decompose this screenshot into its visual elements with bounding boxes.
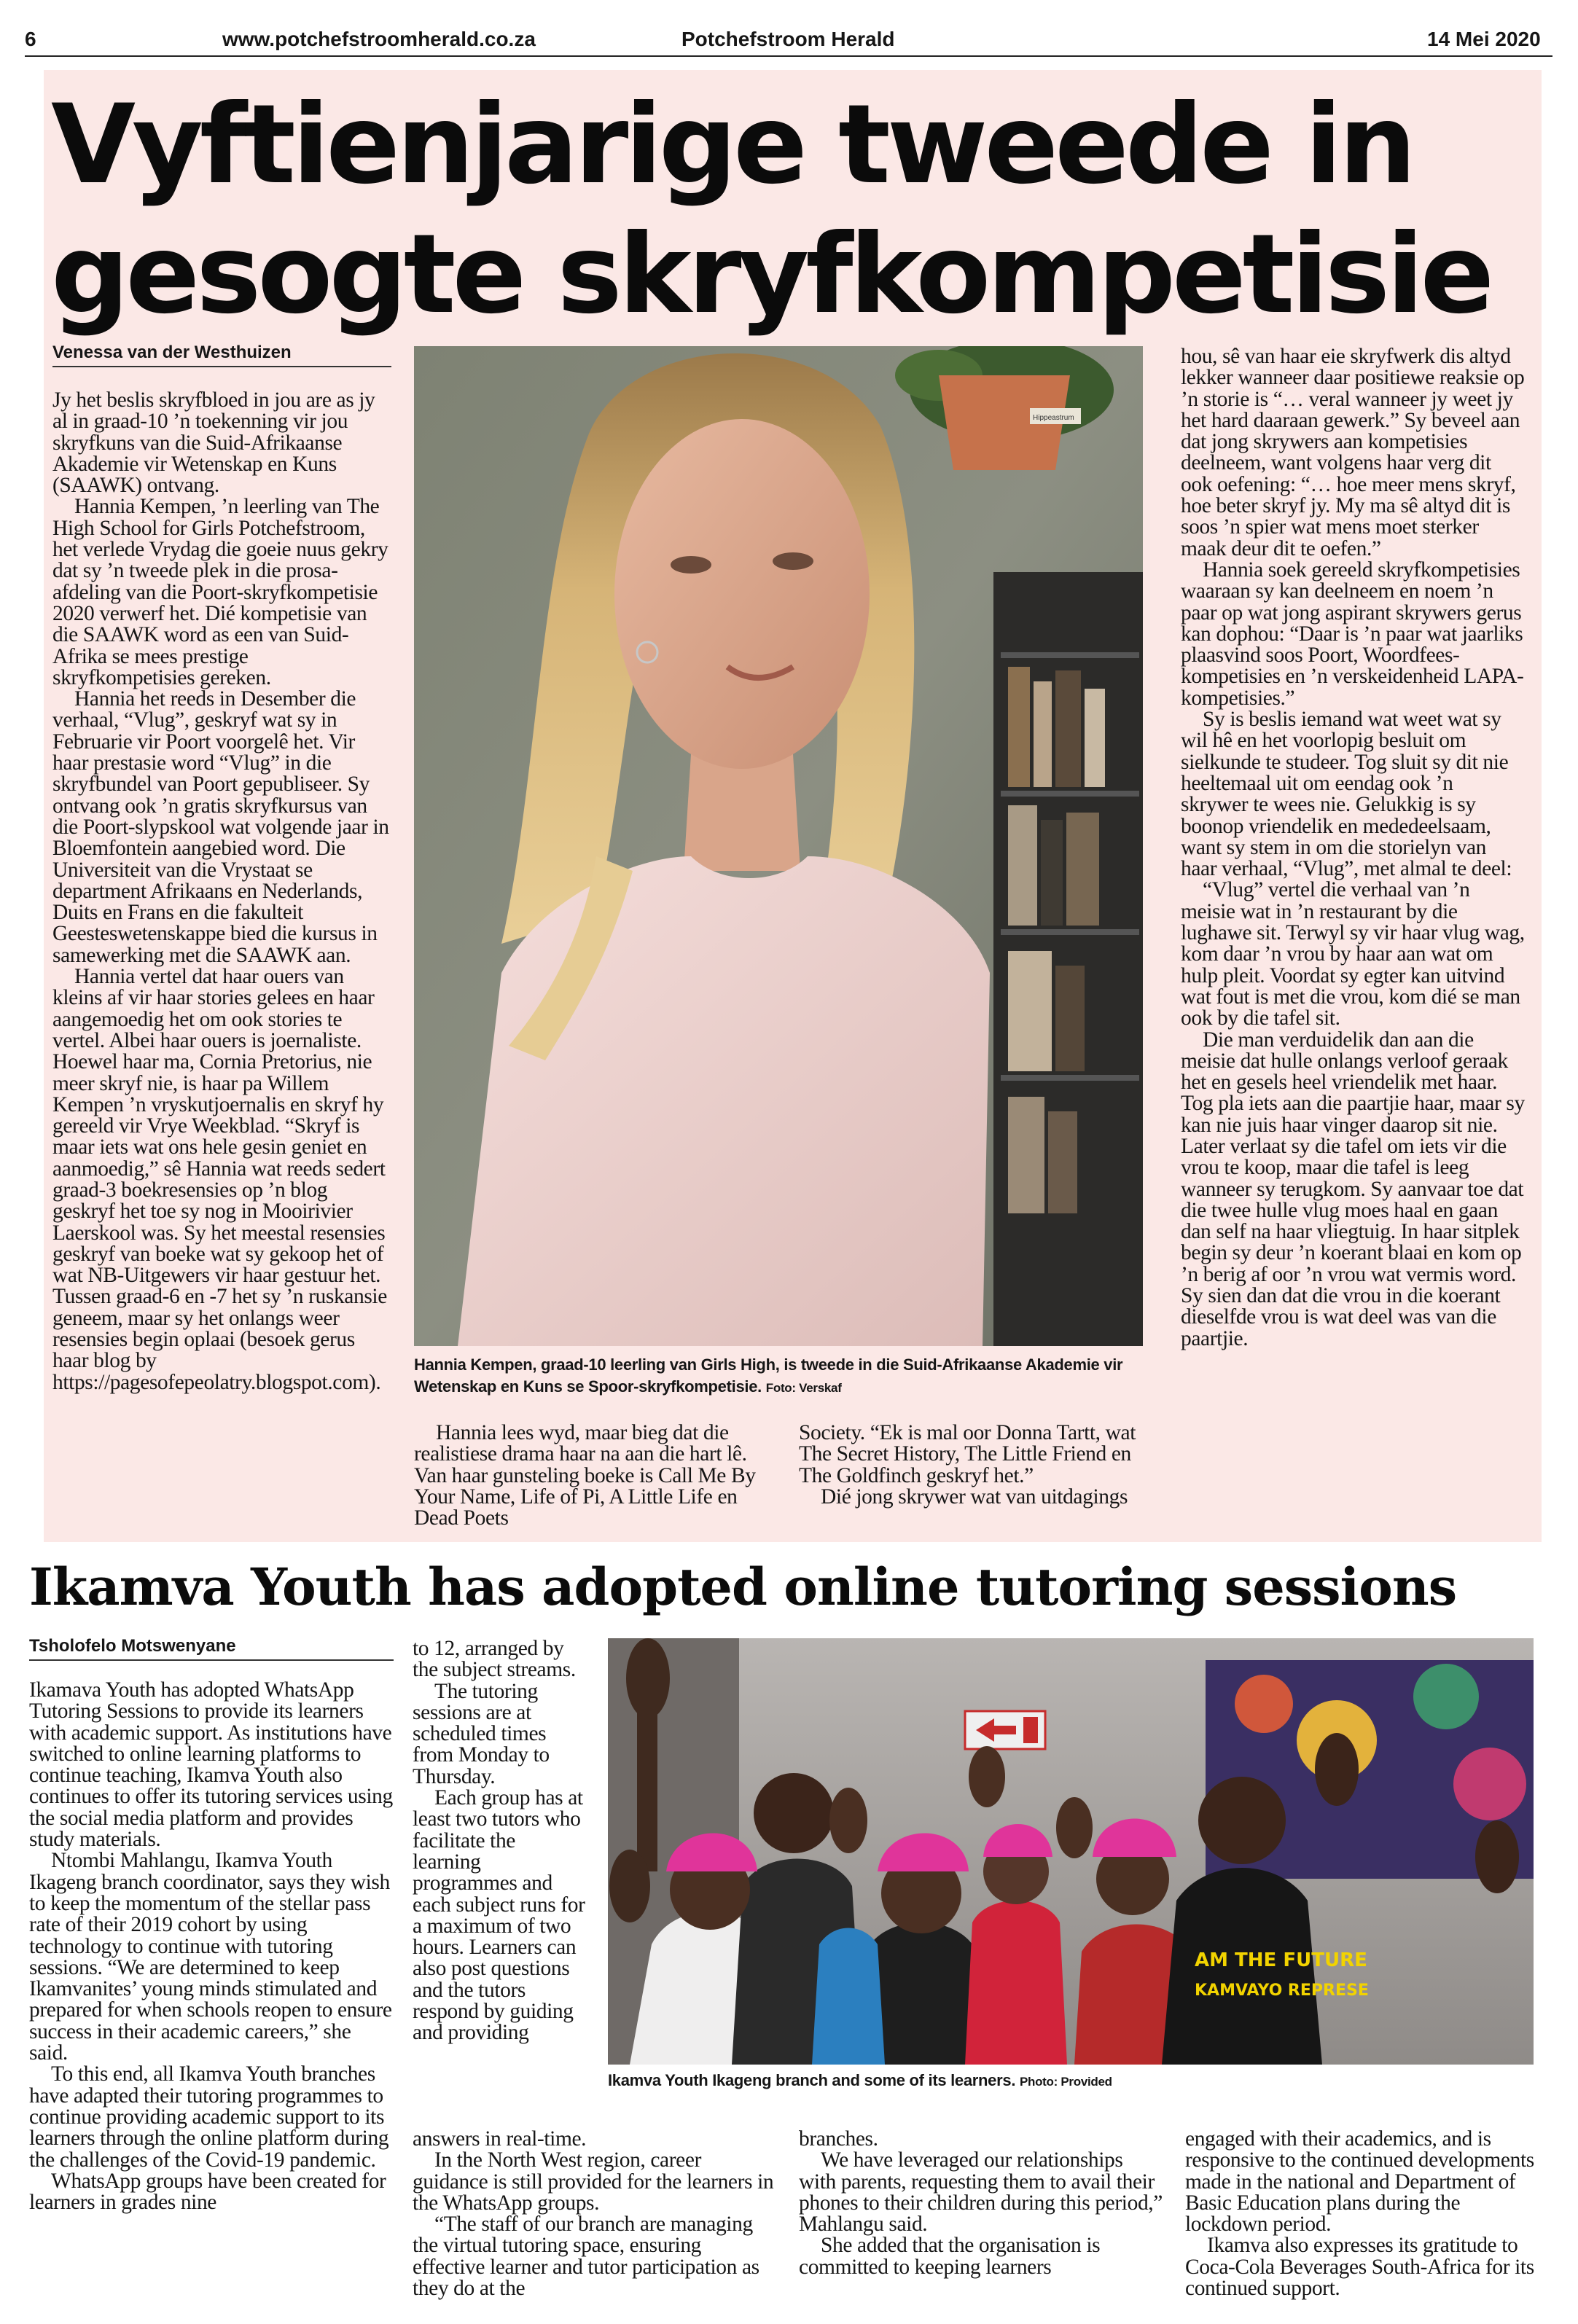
header-rule (25, 55, 1552, 57)
article2-column-4 (1185, 2129, 1542, 2299)
article1-column-3 (799, 1423, 1147, 1508)
article1-headline (51, 80, 1531, 340)
paragraph: “Vlug” vertel die verhaal van ’n meisie wat in ’n restaurant by die lughawe sit. Terwyl sy vir haar vlug wag, kom daar ’n vrou by haar aan wat om hulp pleit. Voordat sy egter kan uitvind wat fout is met die vrou, kom dié se man ook by die tafel sit. (1181, 878, 1525, 1030)
paragraph: to 12, arranged by the subject streams. (413, 1637, 576, 1682)
article2-column-2 (413, 2129, 777, 2299)
paragraph: Hannia Kempen, ’n leerling van The High School for Girls Potchefstroom, het verlede Vrydag die goeie nuus gekry dat sy ’n tweede plek in die prosa-afdeling van die Poort-skryfkompetisie 2020 verwerf het. Dié kompetisie van die SAAWK word as een van Suid-Afrika se mees prestige skryfkompetisies gereken. (52, 495, 388, 689)
paragraph: We have leveraged our relationships with parents, requesting them to avail their phones to their children during this period,” Mahlangu said. (799, 2148, 1163, 2237)
plant-label-text: Hippeastrum (1033, 414, 1074, 422)
article2-byline: Tsholofelo Motswenyane (29, 1636, 394, 1661)
article2-photo (608, 1638, 1534, 2065)
headline-line-2: gesogte skryfkompetisie (51, 211, 1491, 338)
group-photo-image (608, 1638, 1534, 2065)
paragraph: engaged with their academics, and is responsive to the continued developments made in the national and Department of Basic Education plans during the lockdown period. (1185, 2127, 1534, 2237)
paragraph: answers in real-time. (413, 2127, 587, 2151)
paragraph: Sy is beslis iemand wat weet wat sy wil hê en het voorlopig besluit om sielkunde te studeer. Tog sluit sy dit nie heeltemaal uit om eendag ook ’n skrywer te wees nie. Gelukkig is sy boonop vriendelik en mededeelsaam, want sy stem in om die storielyn van haar verhaal, “Vlug”, met almal te deel: (1181, 708, 1512, 881)
paragraph: Hannia lees wyd, maar bieg dat die realistiese drama haar na aan die hart lê. Van haar gunsteling boeke is Call Me By Your Name, Life of Pi, A Little Life en Dead Poets (414, 1421, 756, 1530)
portrait-photo-image (414, 346, 1143, 1346)
paragraph: Ntombi Mahlangu, Ikamva Youth Ikageng branch coordinator, says they wish to keep the momentum of the stellar pass rate of their 2019 cohort by using technology to continue with tutoring sessions. “We are determined to keep Ikamvanites’ young minds stimulated and prepared for when schools reopen to ensure success in their academic careers,” she said. (29, 1849, 392, 2065)
paragraph: Ikamva also expresses its gratitude to Coca-Cola Beverages South-Africa for its continued support. (1185, 2234, 1534, 2301)
publication-name: Potchefstroom Herald (681, 28, 895, 50)
article1-photo-caption (414, 1354, 1143, 1399)
caption-text: Hannia Kempen, graad-10 leerling van Girls High, is tweede in die Suid-Afrikaanse Akademie vir Wetenskap en Kuns se Spoor-skryfkompetisie. (414, 1355, 1123, 1396)
shirt-text-1: AM THE FUTURE (1195, 1949, 1367, 1971)
article2-headline: Ikamva Youth has adopted online tutoring sessions (29, 1557, 1457, 1617)
article2-column-2-narrow (413, 1638, 587, 2044)
website-url[interactable]: www.potchefstroomherald.co.za (222, 28, 536, 50)
paragraph: To this end, all Ikamva Youth branches have adapted their tutoring programmes to continue providing academic support to its learners through the online platform during the challenges of the Covid-19 pandemic. (29, 2062, 389, 2172)
article1-column-1 (52, 390, 391, 1393)
face (614, 419, 870, 769)
paragraph: Ikamava Youth has adopted WhatsApp Tutoring Sessions to provide its learners with academic support. As institutions have switched to online learning platforms to continue teaching, Ikamva Youth also continues to offer its tutoring services using the social media platform and provides study materials. (29, 1678, 393, 1852)
paragraph: She added that the organisation is committed to keeping learners (799, 2234, 1101, 2279)
article1-byline: Venessa van der Westhuizen (52, 343, 391, 367)
photo-credit: Photo: Provided (1019, 2075, 1112, 2089)
paragraph: Die man verduidelik dan aan die meisie dat hulle onlangs verloof geraak het en gesels heel vriendelik met haar. Tog pla iets aan die paartjie haar, maar sy kan nie juis haar vinger daarop sit nie. Later verlaat sy die tafel om iets vir die vrou te koop, maar die tafel is leeg wanneer sy terugkom. Sy aanvaar toe dat die twee hulle vlug moes haal en gaan dan self na haar vliegtuig. In haar sitplek begin sy deur ’n koerant blaai en kom op ’n berig af oor ’n vrou wat vermis word. Sy sien dan dat die vrou in die koerant dieselfde vrou is wat deel was van die paartjie. (1181, 1028, 1525, 1350)
paragraph: Hannia vertel dat haar ouers van kleins af vir haar stories gelees en haar aangemoedig het om ook stories te vertel. Albei haar ouers is joernaliste. Hoewel haar ma, Cornia Pretorius, nie meer skryf nie, is haar pa Willem Kempen ’n vryskutjoernalis en skryf hy gereeld vir Vrye Weekblad. “Skryf is maar iets wat ons hele gesin geniet en aanmoedig,” sê Hannia wat reeds sedert graad-3 boekresensies op ’n blog geskryf het toe sy nog in Mooirivier Laerskool was. Sy het meestal resensies geskryf van boeke wat sy gekoop het of wat NB-Uitgewers vir haar gestuur het. Tussen graad-6 en -7 het sy ’n ruskansie geneem, maar sy het onlangs weer resensies begin oplaai (besoek gerus haar blog by https://pagesofepeolatry.blogspot.com). (52, 965, 387, 1394)
paragraph: hou, sê van haar eie skryfwerk dis altyd lekker wanneer daar positiewe reaksie op ’n storie is “… veral wanneer jy weet jy het hard daaraan gewerk.” Sy beveel aan dat jong skrywers aan kompetisies deelneem, want volgens haar verg dit ook oefening: “… hoe meer mens skryf, hoe beter skryf jy. My ma sê altyd dit is soos ’n spier wat mens moet sterker maak deur dit te oefen.” (1181, 345, 1525, 560)
paragraph: branches. (799, 2127, 878, 2151)
person-4-shirt (965, 1901, 1067, 2065)
paragraph: Society. “Ek is mal oor Donna Tartt, wat The Secret History, The Little Friend en The Goldfinch geskryf het.” (799, 1421, 1136, 1487)
photo-credit: Foto: Verskaf (765, 1381, 842, 1395)
t-shirt (458, 856, 990, 1346)
paragraph: “The staff of our branch are managing the virtual tutoring space, ensuring effective learner and tutor participation as they do at the (413, 2213, 759, 2301)
headline-line-1: Vyftienjarige tweede in (51, 82, 1413, 208)
issue-date: 14 Mei 2020 (1427, 28, 1541, 50)
paragraph: Each group has at least two tutors who facilitate the learning programmes and each subject runs for a maximum of two hours. Learners can also post questions and the tutors respond by guiding and providing (413, 1786, 585, 2045)
paragraph: Hannia soek gereeld skryfkompetisies waaraan sy kan deelneem en noem ’n paar op wat jong aspirant skrywers gerus kan dophou: “Daar is ’n paar wat jaarliks plaasvind soos Poort, Woordfees-kompetisies en ’n verskeidenheid LAPA-kompetisies.” (1181, 557, 1524, 710)
article2-photo-caption (608, 2070, 1534, 2093)
paragraph: In the North West region, career guidance is still provided for the learners in the WhatsApp groups. (413, 2148, 774, 2215)
paragraph: WhatsApp groups have been created for learners in grades nine (29, 2169, 386, 2215)
article1-column-4 (1181, 346, 1525, 1350)
article1-photo (414, 346, 1143, 1346)
caption-text: Ikamva Youth Ikageng branch and some of its learners. (608, 2071, 1016, 2089)
shirt-text-2: KAMVAYO REPRESE (1195, 1981, 1369, 2000)
paragraph: Hannia het reeds in Desember die verhaal, “Vlug”, geskryf wat sy in Februarie vir Poort voorgelê het. Vir haar prestasie word “Vlug” in die skryfbundel van Poort gepubliseer. Sy ontvang ook ’n gratis skryfkursus van die Poort-slypskool wat volgende jaar in Bloemfontein aangebied word. Die Universiteit van die Vrystaat se department Afrikaans en Nederlands, Duits en Frans en die fakulteit Geesteswetenskappe bied die kursus in samewerking met die SAAWK aan. (52, 687, 389, 967)
paragraph: The tutoring sessions are at scheduled times from Monday to Thursday. (413, 1679, 550, 1788)
paragraph: Jy het beslis skryfbloed in jou are as jy al in graad-10 ’n toekenning vir jou skryfkuns van die Suid-Afrikaanse Akademie vir Wetenskap en Kuns (SAAWK) ontvang. (52, 388, 375, 498)
article1-column-2 (414, 1423, 762, 1529)
article2-column-1 (29, 1680, 394, 2213)
page-number: 6 (25, 28, 36, 50)
paragraph: Dié jong skrywer wat van uitdagings (821, 1484, 1128, 1509)
article2-column-3 (799, 2129, 1163, 2278)
